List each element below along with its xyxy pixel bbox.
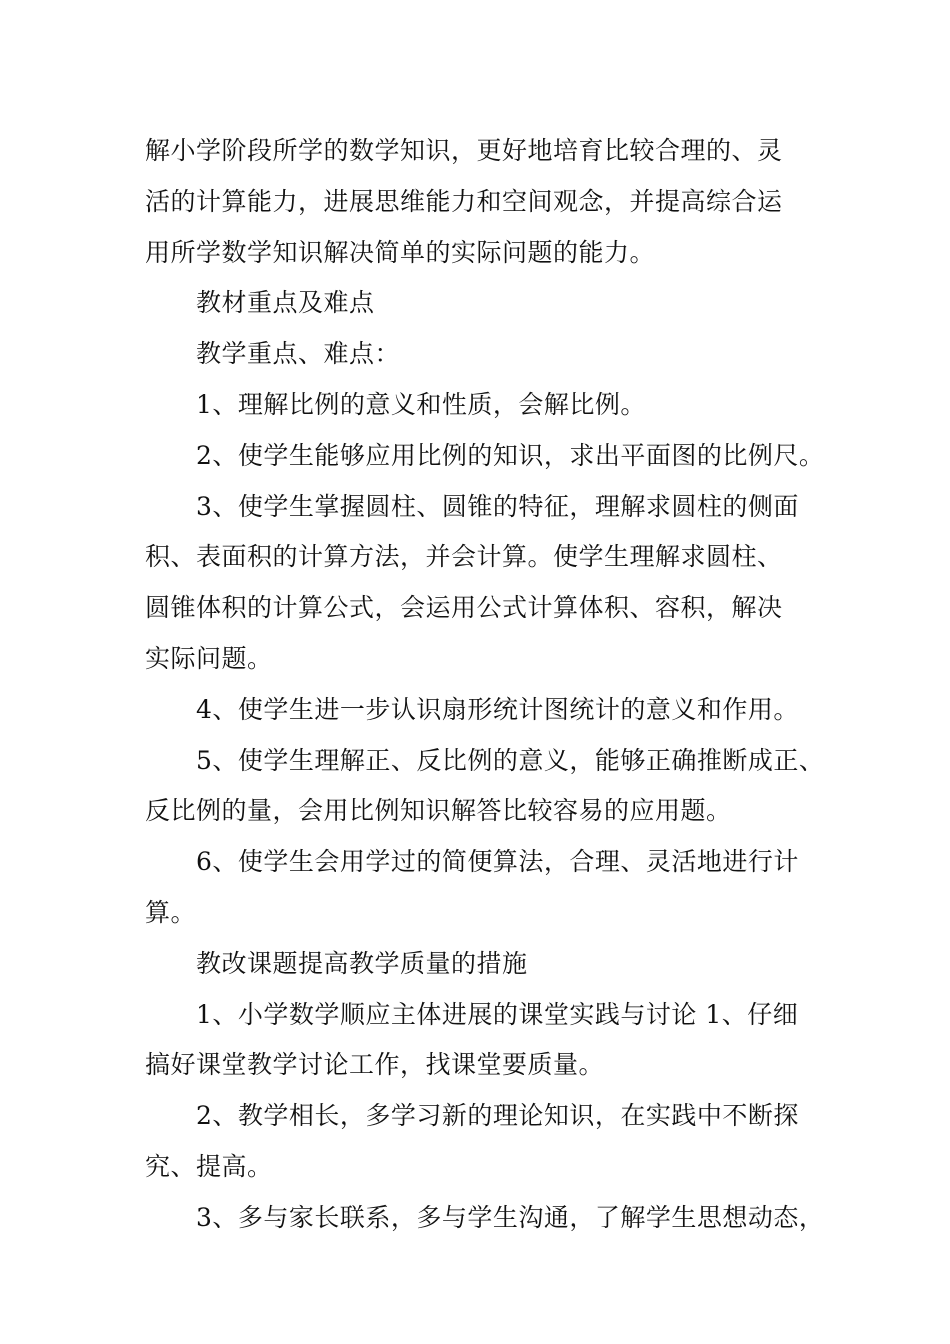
list-item: 3、多与家长联系，多与学生沟通，了解学生思想动态， [196, 1202, 825, 1232]
list-item: 6、使学生会用学过的简便算法，合理、灵活地进行计 [196, 847, 799, 877]
document-body [145, 126, 825, 1244]
text-line: 解小学阶段所学的数学知识，更好地培育比较合理的、灵 [145, 136, 783, 165]
text-line: 究、提高。 [145, 1151, 273, 1181]
text-line: 实际问题。 [145, 643, 273, 673]
list-item: 3、使学生掌握圆柱、圆锥的特征，理解求圆柱的侧面 [196, 491, 799, 521]
list-item: 2、使学生能够应用比例的知识，求出平面图的比例尺。 [196, 440, 825, 470]
text-line: 反比例的量，会用比例知识解答比较容易的应用题。 [145, 796, 732, 826]
list-item: 5、使学生理解正、反比例的意义，能够正确推断成正、 [196, 745, 825, 775]
text-line: 搞好课堂教学讨论工作，找课堂要质量。 [145, 1050, 605, 1080]
text-line: 活的计算能力，进展思维能力和空间观念，并提高综合运 [145, 186, 783, 216]
subsection-heading: 教学重点、难点： [196, 339, 401, 369]
section-heading: 教改课题提高教学质量的措施 [196, 948, 528, 978]
text-line: 用所学数学知识解决简单的实际问题的能力。 [145, 237, 656, 267]
text-line: 积、表面积的计算方法，并会计算。使学生理解求圆柱、 [145, 542, 783, 572]
list-item: 2、教学相长，多学习新的理论知识，在实践中不断探 [196, 1101, 799, 1131]
text-line: 圆锥体积的计算公式，会运用公式计算体积、容积，解决 [145, 593, 783, 623]
text-line: 算。 [145, 897, 197, 927]
list-item: 1、小学数学顺应主体进展的课堂实践与讨论 1、仔细 [196, 999, 799, 1029]
section-heading: 教材重点及难点 [196, 288, 375, 318]
list-item: 4、使学生进一步认识扇形统计图统计的意义和作用。 [196, 694, 799, 724]
list-item: 1、理解比例的意义和性质，会解比例。 [196, 389, 646, 419]
